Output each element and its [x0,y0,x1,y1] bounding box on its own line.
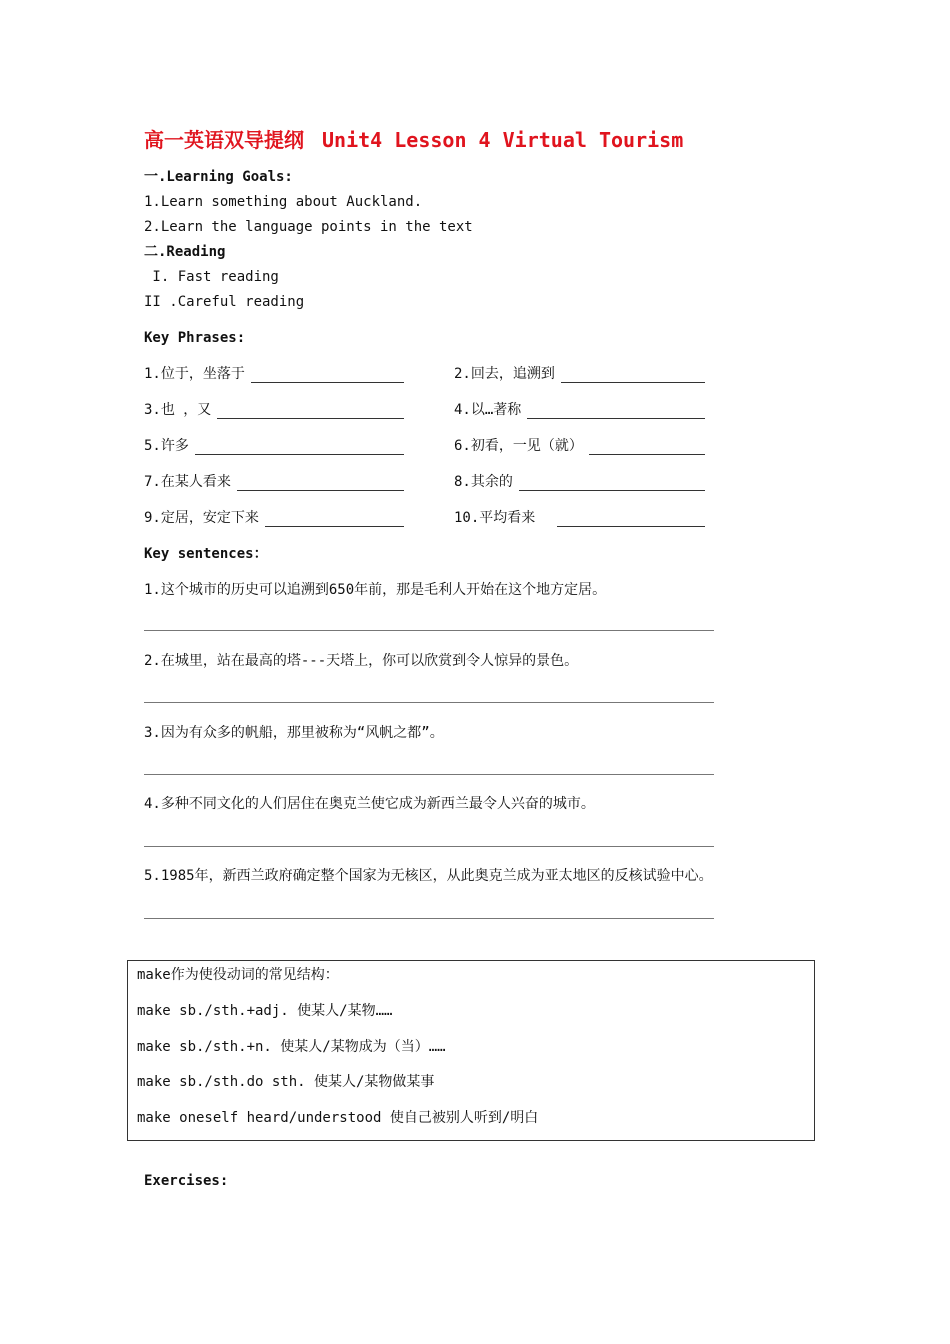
phrase-blank[interactable] [557,512,705,527]
box-line: make sb./sth.+n. 使某人/某物成为（当）…… [137,1039,446,1055]
exercises-heading: Exercises: [144,1173,229,1189]
phrase-blank[interactable] [265,512,404,527]
answer-line[interactable] [144,774,714,775]
answer-line[interactable] [144,702,714,703]
phrase-item: 2.回去，追溯到 [454,365,705,383]
phrase-item: 9.定居，安定下来 [144,509,404,527]
phrase-blank[interactable] [561,368,705,383]
box-line: make作为使役动词的常见结构： [137,967,339,983]
phrase-blank[interactable] [217,404,404,419]
box-line: make sb./sth.+adj. 使某人/某物…… [137,1003,393,1019]
phrase-blank[interactable] [527,404,705,419]
make-structure-box [127,960,815,1141]
phrase-item: 5.许多 [144,437,404,455]
answer-line[interactable] [144,918,714,919]
answer-line[interactable] [144,630,714,631]
goals-heading: 一.Learning Goals: [144,169,293,185]
phrases-heading: Key Phrases: [144,330,246,346]
phrase-blank[interactable] [589,440,705,455]
phrase-item: 7.在某人看来 [144,473,404,491]
box-line: make oneself heard/understood 使自己被别人听到/明白 [137,1110,539,1126]
box-line: make sb./sth.do sth. 使某人/某物做某事 [137,1074,435,1090]
phrase-blank[interactable] [195,440,404,455]
page-title [144,124,844,153]
phrase-item: 4.以…著称 [454,401,705,419]
reading-heading: 二.Reading [144,244,226,260]
phrase-blank[interactable] [237,476,404,491]
phrase-item: 3.也 ，又 [144,401,404,419]
sentence-item: 1.这个城市的历史可以追溯到650年前，那是毛利人开始在这个地方定居。 [144,582,607,598]
phrase-item: 6.初看，一见（就） [454,437,705,455]
reading-item: II .Careful reading [144,294,305,310]
reading-item: I. Fast reading [144,269,279,285]
phrase-blank[interactable] [519,476,705,491]
phrase-item: 10.平均看来 [454,509,705,527]
phrase-item: 8.其余的 [454,473,705,491]
goal-item: 1.Learn something about Auckland. [144,194,423,210]
goal-item: 2.Learn the language points in the text [144,219,473,235]
sentence-item: 4.多种不同文化的人们居住在奥克兰使它成为新西兰最令人兴奋的城市。 [144,796,595,812]
sentence-item: 3.因为有众多的帆船，那里被称为“风帆之都”。 [144,725,444,741]
sentence-item: 5.1985年，新西兰政府确定整个国家为无核区，从此奥克兰成为亚太地区的反核试验中心。 [144,868,713,884]
sentences-heading: Key sentences： [144,546,268,562]
answer-line[interactable] [144,846,714,847]
title-en: Unit4 Lesson 4 Virtual Tourism [322,128,684,152]
phrase-blank[interactable] [251,368,404,383]
phrase-item: 1.位于，坐落于 [144,365,404,383]
sentence-item: 2.在城里，站在最高的塔---天塔上，你可以欣赏到令人惊异的景色。 [144,653,579,669]
title-cn: 高一英语双导提纲 [144,128,304,152]
